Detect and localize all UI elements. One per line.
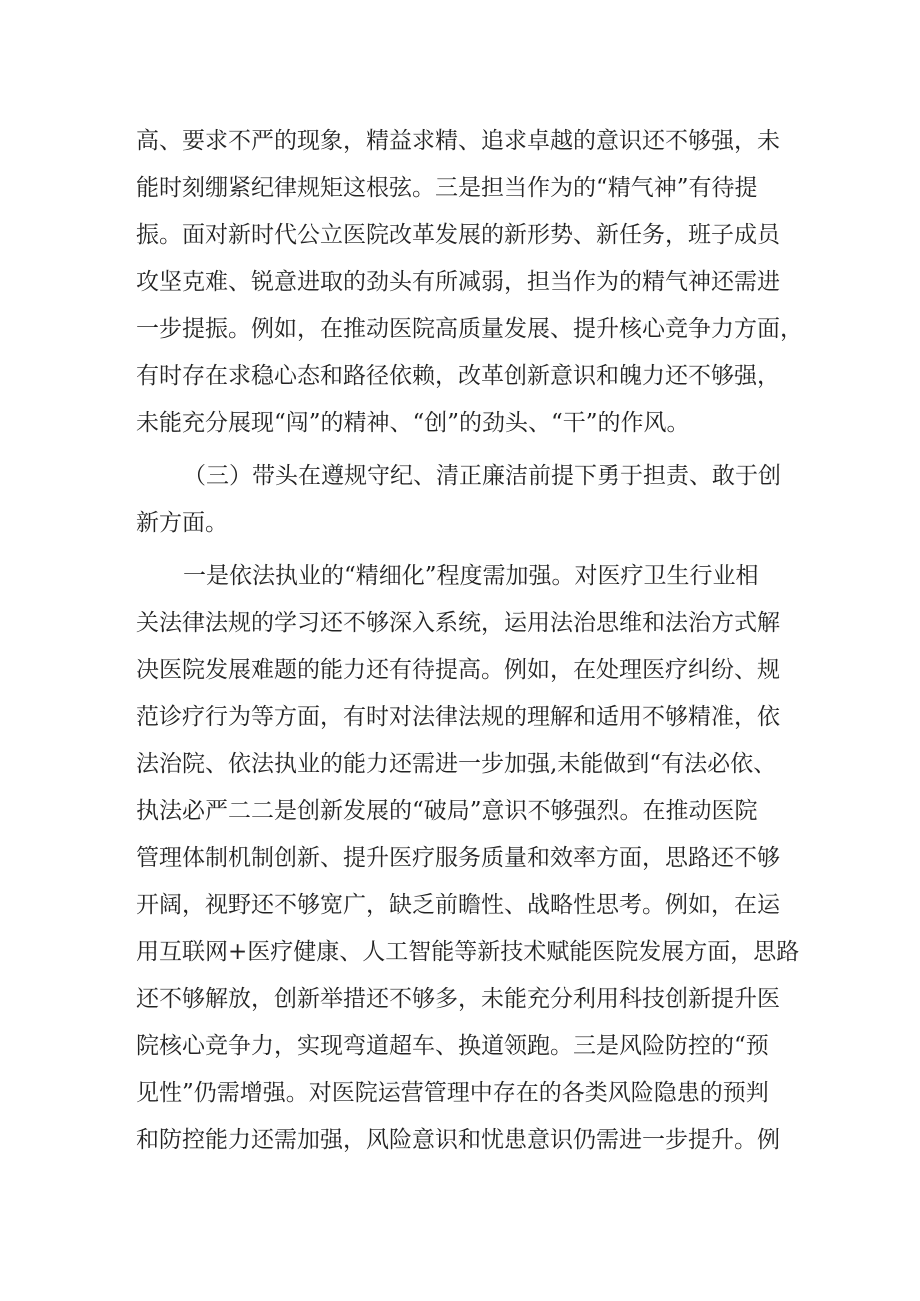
text-line: 一步提振。例如，在推动医院高质量发展、提升核心竞争力方面， [136, 316, 803, 342]
text-line: 用互联网+医疗健康、人工智能等新技术赋能医院发展方面，思路 [136, 939, 800, 965]
text-line: 关法律法规的学习还不够深入系统，运用法治思维和法治方式解 [136, 610, 780, 636]
text-line: 开阔，视野还不够宽广，缺乏前瞻性、战略性思考。例如，在运 [136, 892, 780, 918]
text-line: 一是依法执业的“精细化”程度需加强。对医疗卫生行业相 [183, 563, 759, 589]
text-line: 还不够解放，创新举措还不够多，未能充分利用科技创新提升医 [136, 986, 780, 1012]
text-line: 管理体制机制创新、提升医疗服务质量和效率方面，思路还不够 [136, 845, 780, 871]
text-line: 有时存在求稳心态和路径依赖，改革创新意识和魄力还不够强， [136, 363, 780, 389]
text-line: 法治院、依法执业的能力还需进一步加强,未能做到“有法必依、 [136, 751, 777, 777]
text-line: 振。面对新时代公立医院改革发展的新形势、新任务，班子成员 [136, 222, 780, 248]
text-line: 见性”仍需增强。对医院运营管理中存在的各类风险隐患的预判 [136, 1080, 769, 1106]
text-line: 高、要求不严的现象，精益求精、追求卓越的意识还不够强，未 [136, 128, 780, 154]
text-line: 决医院发展难题的能力还有待提高。例如，在处理医疗纠纷、规 [136, 657, 780, 683]
text-line: 能时刻绷紧纪律规矩这根弦。三是担当作为的“精气神”有待提 [136, 175, 758, 201]
text-line: 院核心竞争力，实现弯道超车、换道领跑。三是风险防控的“预 [136, 1033, 769, 1059]
text-line: 和防控能力还需加强，风险意识和忧患意识仍需进一步提升。例 [136, 1127, 780, 1153]
text-line: 执法必严二二是创新发展的“破局”意识不够强烈。在推动医院 [136, 798, 758, 824]
text-line: 范诊疗行为等方面，有时对法律法规的理解和适用不够精准，依 [136, 704, 780, 730]
section-heading-line: 新方面。 [136, 510, 228, 536]
section-heading-line: （三）带头在遵规守纪、清正廉洁前提下勇于担责、敢于创 [183, 463, 781, 489]
text-line: 攻坚克难、锐意进取的劲头有所减弱，担当作为的精气神还需进 [136, 269, 780, 295]
text-line: 未能充分展现“闯”的精神、“创”的劲头、“干”的作风。 [136, 410, 690, 436]
